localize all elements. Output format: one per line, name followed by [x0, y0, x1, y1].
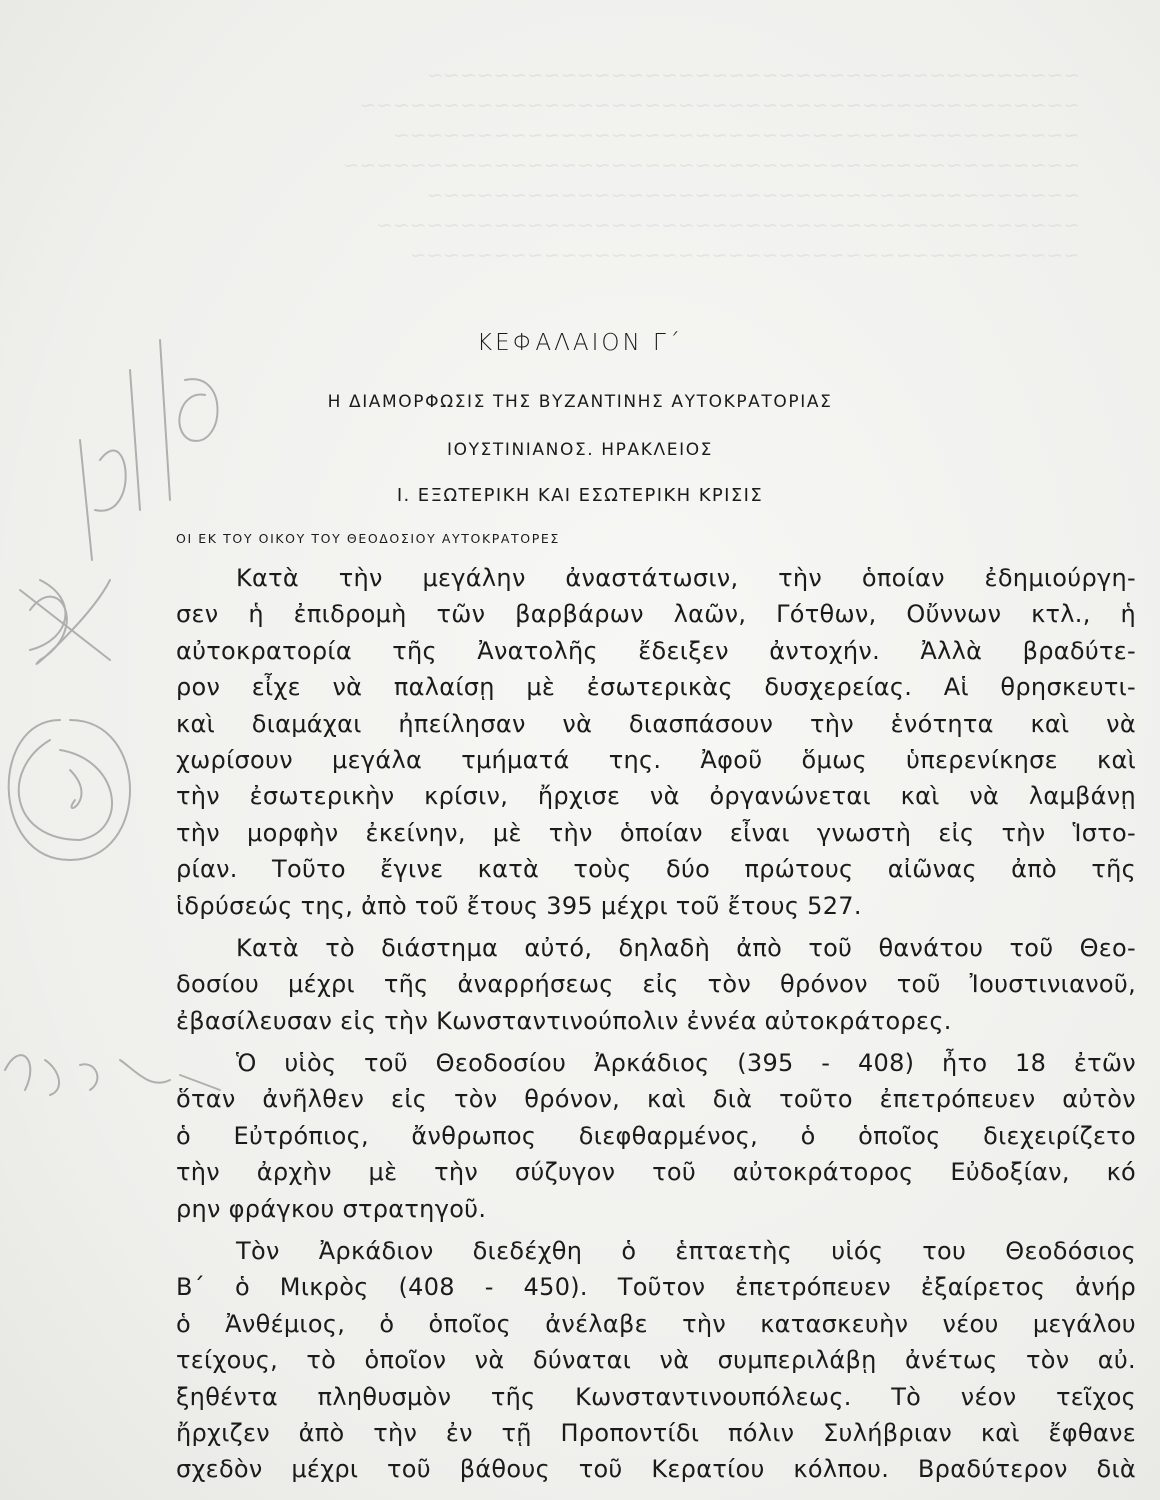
text-line: ὁ Εὐτρόπιος, ἄνθρωπος διεφθαρμένος, ὁ ὁποῖος διεχειρίζετο — [176, 1121, 1136, 1150]
text-line: ἐβασίλευσαν εἰς τὴν Κωνσταντινούπολιν ἐννέα αὐτοκράτορες. — [176, 1006, 952, 1035]
show-through-texture: ~~~~~~~~~~~~~~~~~~~~~~~~~~~~~~~~~~~~~~~ ~~~~~~~~~~~~~~~~~~~~~~~~~~~~~~~~~~~~~~~~~~~ ~~~~~~~~~~~~~~~~~~~~~~~~~~~~~~~~~~~~~~~~~ ~~~~~~~~~~~~~~~~~~~~~~~~~~~~~~~~~~~~~~~~~~~~ ~~~~~~~~~~~~~~~~~~~~~~~~~~~~~~~~~~~~~~~ ~~~~~~~~~~~~~~~~~~~~~~~~~~~~~~~~~~~~~~~~~~ ~~~~~~~~~~~~~~~~~~~~~~~~~~~~~~~~~~~~~~~~ — [342, 63, 1080, 267]
text-line: σεν ἡ ἐπιδρομὴ τῶν βαρβάρων λαῶν, Γότθων, Οὔννων κτλ., ἡ — [176, 600, 1136, 629]
text-line: σχεδὸν μέχρι τοῦ βάθους τοῦ Κερατίου κόλπου. Βραδύτερον διὰ — [176, 1455, 1136, 1484]
text-line: Κατὰ τὴν μεγάλην ἀναστάτωσιν, τὴν ὁποίαν ἐδημιούργη- — [236, 564, 1136, 592]
text-line: δοσίου μέχρι τῆς ἀναρρήσεως εἰς τὸν θρόνον τοῦ Ἰουστινιανοῦ, — [176, 970, 1136, 999]
paragraph — [176, 1045, 1136, 1227]
text-line: τὴν μορφὴν ἐκείνην, μὲ τὴν ὁποίαν εἶναι γνωστὴ εἰς τὴν Ἱστο- — [176, 818, 1136, 847]
text-line: τὴν ἀρχὴν μὲ τὴν σύζυγον τοῦ αὐτοκράτορος Εὐδοξίαν, κό — [176, 1158, 1136, 1187]
text-line: Β΄ ὁ Μικρὸς (408 - 450). Τοῦτον ἐπετρόπευεν ἐξαίρετος ἀνήρ — [176, 1273, 1136, 1302]
text-line: αὐτοκρατορία τῆς Ἀνατολῆς ἔδειξεν ἀντοχήν. Ἀλλὰ βραδύτε- — [176, 636, 1136, 665]
text-line: ρον εἶχε νὰ παλαίσῃ μὲ ἐσωτερικὰς δυσχερείας. Αἱ θρησκευτι- — [176, 673, 1136, 702]
text-line: καὶ διαμάχαι ἠπείλησαν νὰ διασπάσουν τὴν ἑνότητα καὶ νὰ — [176, 709, 1136, 738]
text-line: χωρίσουν μεγάλα τμήματά της. Ἀφοῦ ὅμως ὑπερενίκησε καὶ — [176, 745, 1136, 774]
text-line: τὴν ἐσωτερικὴν κρίσιν, ἤρχισε νὰ ὀργανώνεται καὶ νὰ λαμβάνῃ — [176, 782, 1136, 811]
chapter-title: ΚΕΦΑΛΑΙΟΝ Γ΄ — [477, 330, 683, 356]
text-line: ὅταν ἀνῆλθεν εἰς τὸν θρόνον, καὶ διὰ τοῦτο ἐπετρόπευεν αὐτὸν — [176, 1085, 1136, 1114]
text-line: Ὁ υἱὸς τοῦ Θεοδοσίου Ἀρκάδιος (395 - 408) ἦτο 18 ἐτῶν — [236, 1049, 1136, 1078]
paragraph — [176, 930, 1136, 1039]
text-line: ἱδρύσεώς της, ἀπὸ τοῦ ἔτους 395 μέχρι τοῦ ἔτους 527. — [176, 891, 862, 920]
text-line: Τὸν Ἀρκάδιον διεδέχθη ὁ ἑπταετὴς υἱός του Θεοδόσιος — [236, 1237, 1136, 1266]
text-line: τείχους, τὸ ὁποῖον νὰ δύναται νὰ συμπεριλάβῃ ἀνέτως τὸν αὐ. — [176, 1346, 1136, 1375]
body-text — [176, 560, 1136, 1488]
subsection-heading: ΟΙ ΕΚ ΤΟΥ ΟΙΚΟΥ ΤΟΥ ΘΕΟΔΟΣΙΟΥ ΑΥΤΟΚΡΑΤΟΡΕΣ — [176, 531, 560, 546]
section-heading-names: ΙΟΥΣΤΙΝΙΑΝΟΣ. ΗΡΑΚΛΕΙΟΣ — [446, 440, 714, 460]
text-line: ἤρχιζεν ἀπὸ τὴν ἐν τῇ Προποντίδι πόλιν Συλήβριαν καὶ ἔφθανε — [176, 1418, 1136, 1447]
text-line: ρην φράγκου στρατηγοῦ. — [176, 1194, 487, 1223]
text-line: ξηθέντα πληθυσμὸν τῆς Κωνσταντινουπόλεως. Τὸ νέον τεῖχος — [176, 1382, 1136, 1411]
text-line: ὁ Ἀνθέμιος, ὁ ὁποῖος ἀνέλαβε τὴν κατασκευὴν νέου μεγάλου — [176, 1309, 1136, 1338]
text-line: Κατὰ τὸ διάστημα αὐτό, δηλαδὴ ἀπὸ τοῦ θανάτου τοῦ Θεο- — [236, 933, 1136, 962]
paragraph — [176, 1233, 1136, 1488]
text-line: ρίαν. Τοῦτο ἔγινε κατὰ τοὺς δύο πρώτους αἰῶνας ἀπὸ τῆς — [176, 855, 1136, 884]
section-heading-main: Η ΔΙΑΜΟΡΦΩΣΙΣ ΤΗΣ ΒΥΖΑΝΤΙΝΗΣ ΑΥΤΟΚΡΑΤΟΡΙΑΣ — [327, 392, 833, 412]
section-heading-crisis: Ι. ΕΞΩΤΕΡΙΚΗ ΚΑΙ ΕΣΩΤΕΡΙΚΗ ΚΡΙΣΙΣ — [396, 485, 764, 506]
paragraph — [176, 560, 1136, 924]
